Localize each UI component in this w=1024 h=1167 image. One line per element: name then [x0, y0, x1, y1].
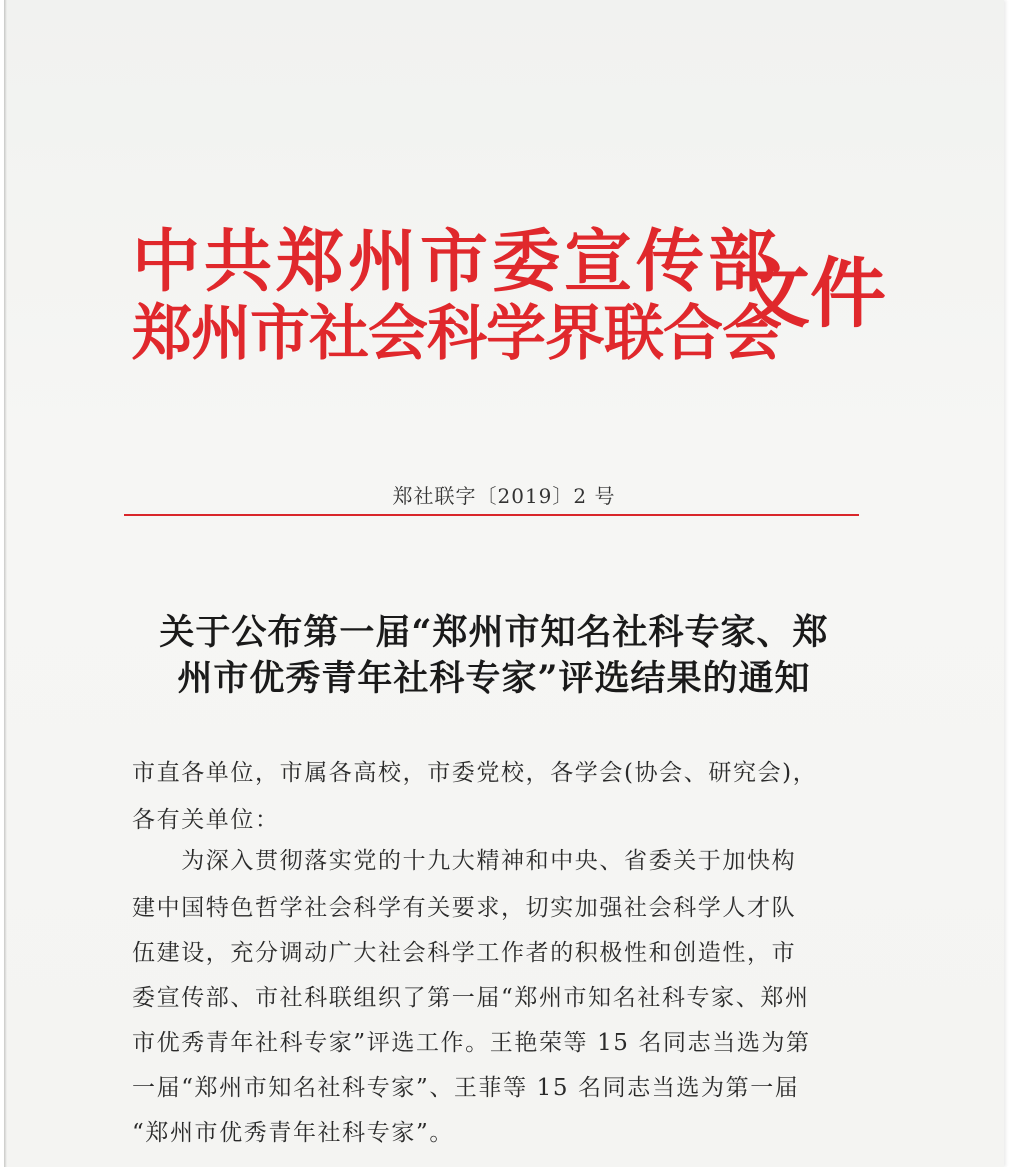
body-line: 市直各单位，市属各高校，市委党校，各学会(协会、研究会)，	[132, 760, 818, 786]
notice-title-line-2: 州市优秀青年社科专家”评选结果的通知	[177, 658, 811, 699]
document-number: 郑社联字〔2019〕2 号	[392, 484, 616, 508]
body-line: 各有关单位：	[132, 807, 280, 833]
body-line: “郑州市优秀青年社科专家”。	[132, 1120, 454, 1146]
body-line: 委宣传部、市社科联组织了第一届“郑州市知名社科专家、郑州	[132, 985, 810, 1011]
header-document-label: 文件	[734, 249, 886, 338]
notice-title-line-1: 关于公布第一届“郑州市知名社科专家、郑	[159, 612, 829, 653]
body-line: 一届“郑州市知名社科专家”、王菲等 15 名同志当选为第一届	[132, 1075, 800, 1101]
body-line: 为深入贯彻落实党的十九大精神和中央、省委关于加快构	[132, 848, 797, 874]
header-issuer-line-1: 中共郑州市委宣传部	[132, 222, 781, 302]
red-divider	[124, 514, 859, 516]
body-line: 伍建设，充分调动广大社会科学工作者的积极性和创造性，市	[132, 940, 797, 966]
document-page	[4, 0, 1004, 1167]
body-line: 建中国特色哲学社会科学有关要求，切实加强社会科学人才队	[132, 895, 797, 921]
document-header	[132, 222, 886, 382]
header-issuer-line-2: 郑州市社会科学界联合会	[132, 299, 781, 369]
body-line: 市优秀青年社科专家”评选工作。王艳荣等 15 名同志当选为第	[132, 1030, 811, 1056]
